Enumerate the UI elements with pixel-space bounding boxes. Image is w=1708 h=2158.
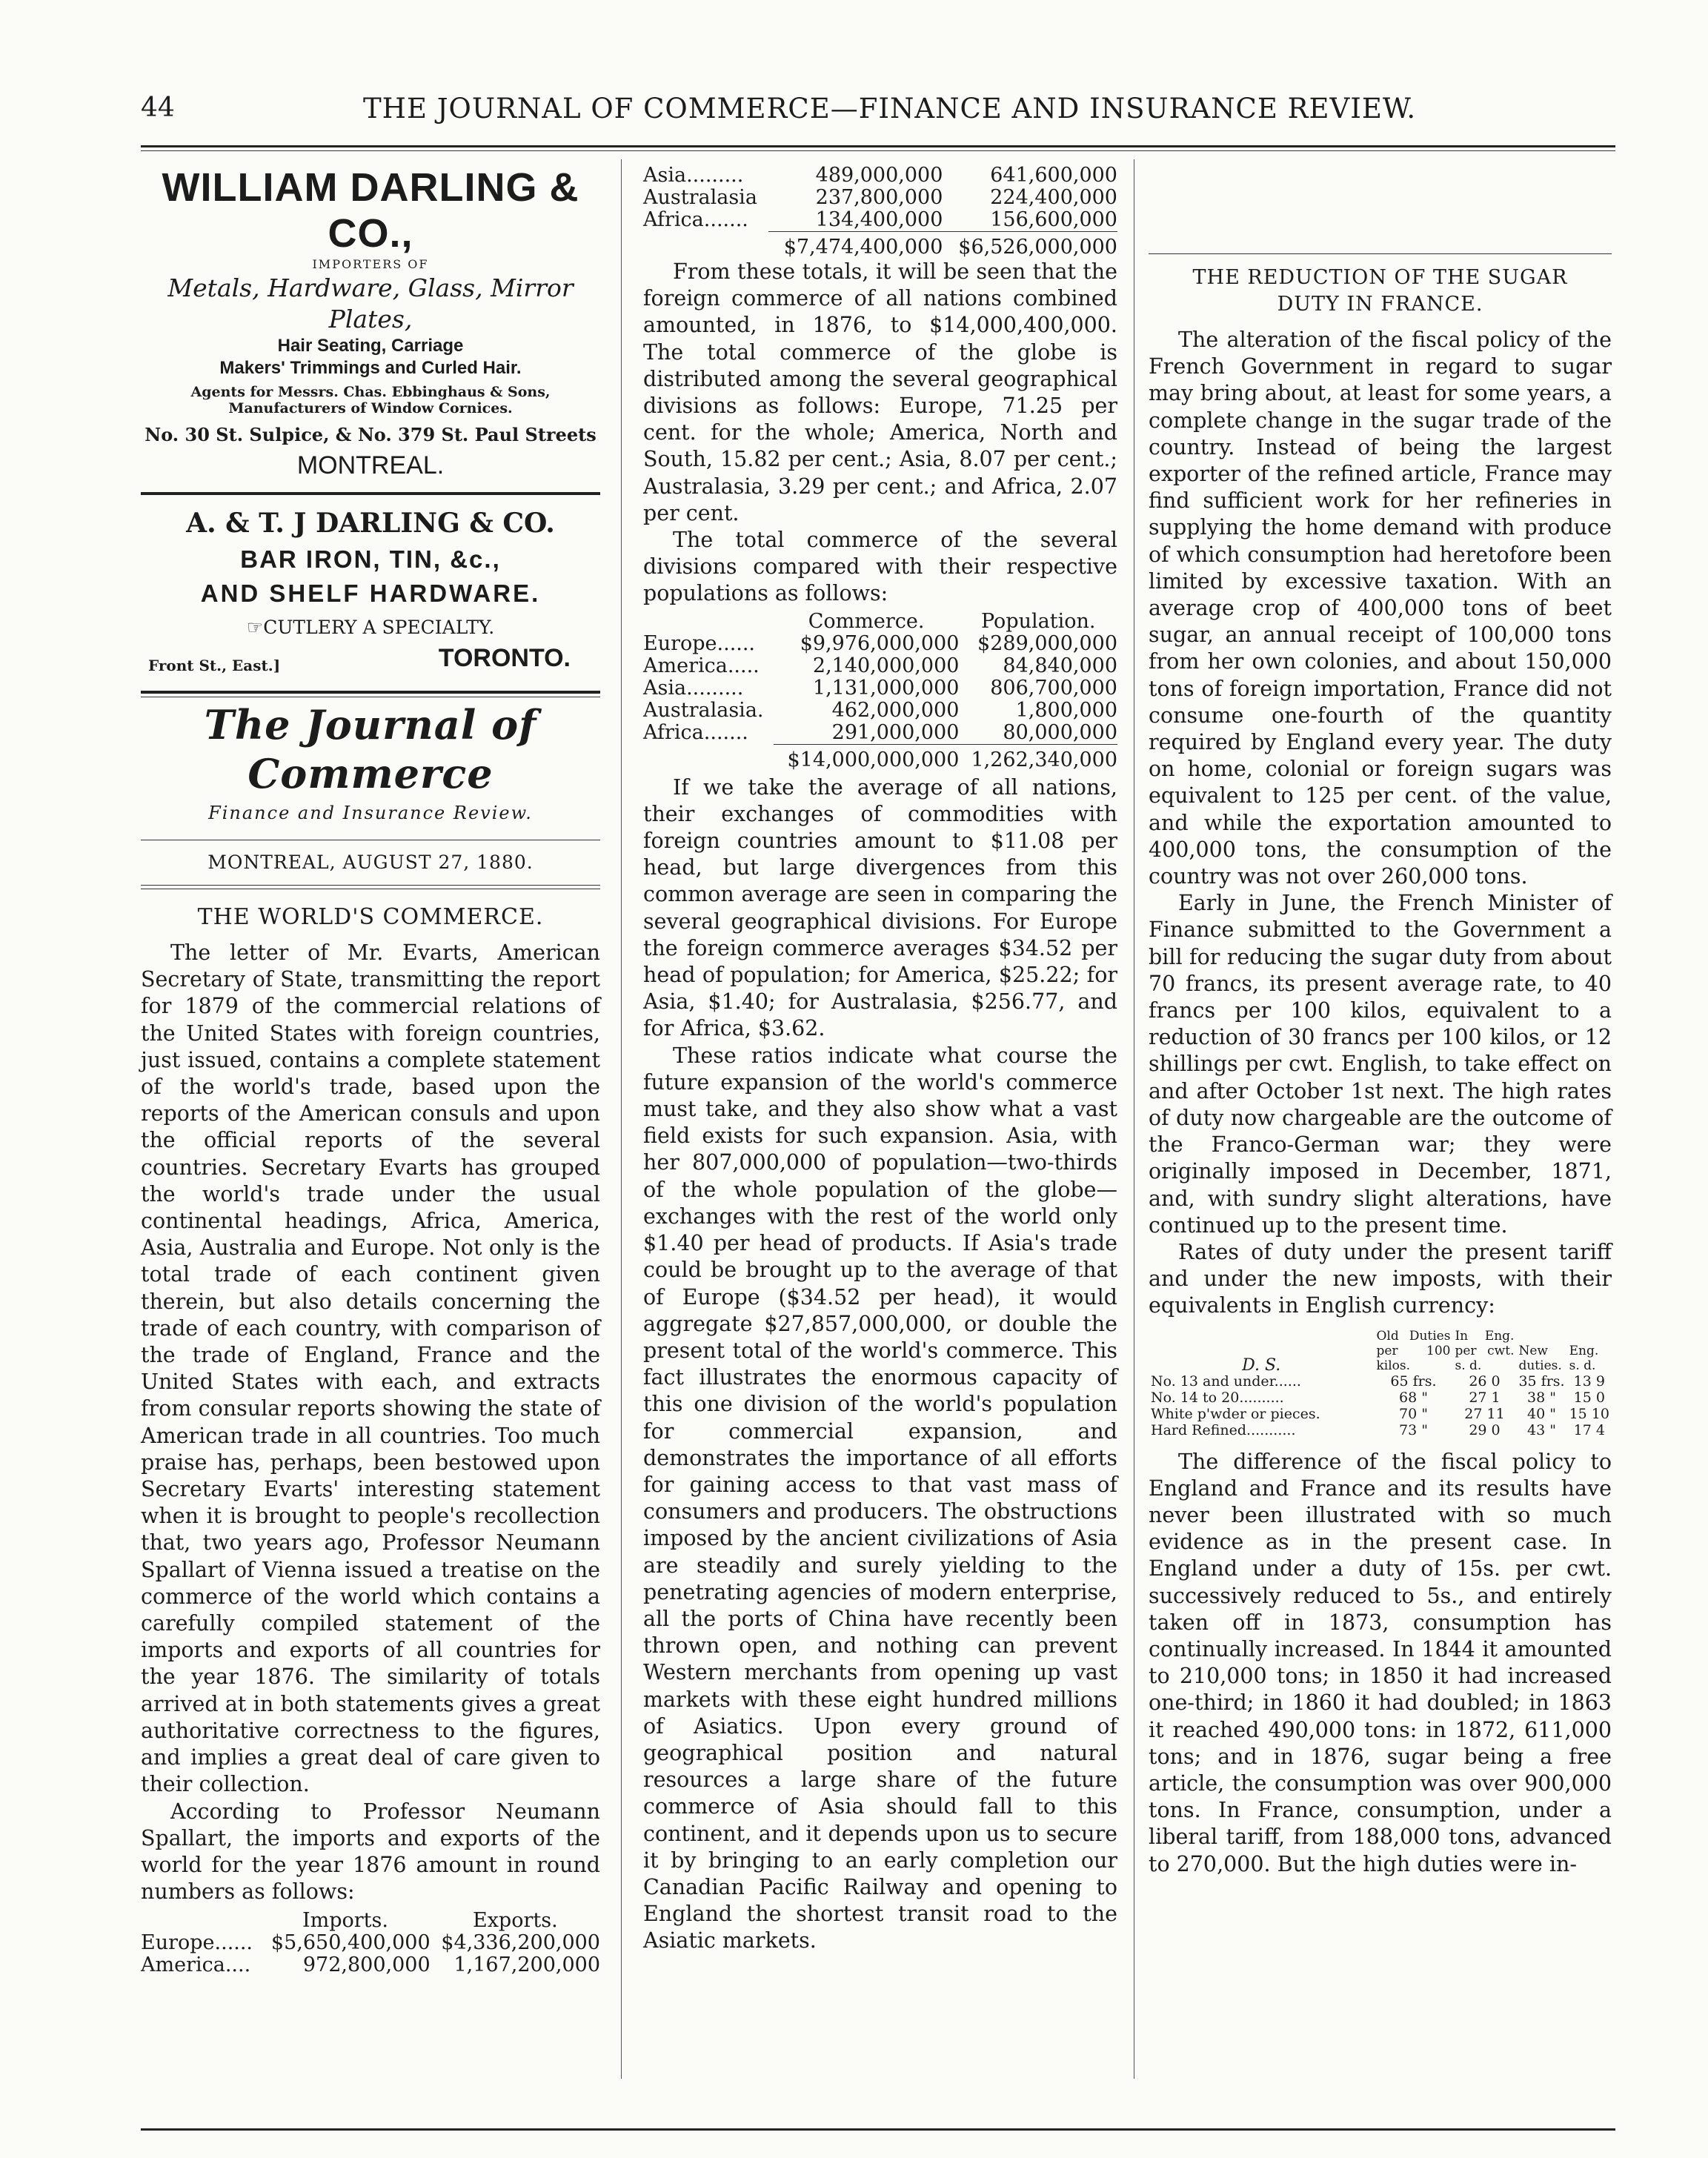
- ad-goods: Metals, Hardware, Glass, Mirror Plates,: [167, 273, 574, 333]
- table-cell: 26 0: [1469, 1372, 1501, 1390]
- running-title: THE JOURNAL OF COMMERCE—FINANCE AND INSURANCE REVIEW.: [363, 93, 1417, 124]
- table-header: In Eng. per cwt. s. d.: [1455, 1328, 1515, 1373]
- table-row: [1149, 1390, 1612, 1406]
- article-paragraph: Early in June, the French Minister of Finance submitted to the Government a bill for reducing the sugar duty from about 70 francs, its present average rate, to 40 francs per 100 kilos, equivalent to a reduction of 30 francs per 100 kilos, or 12 shillings per cwt. English, to take effect on and after October 1st next. The high rates of duty now chargeable are the outcome of the Franco-German war; they were originally imposed in December, 1871, and, with sundry slight alterations, have continued up to the present time.: [1149, 891, 1612, 1238]
- table-cell: Australasia.: [643, 698, 764, 722]
- ad-address: Front St., East.]: [148, 657, 281, 674]
- table-cell: 489,000,000: [815, 164, 943, 187]
- table-cell: Africa.......: [643, 208, 748, 232]
- column-1: [141, 165, 600, 1976]
- ad-line: AND SHELF HARDWARE.: [200, 580, 541, 607]
- table-cell: 65 frs.: [1390, 1372, 1437, 1390]
- table-cell: 156,600,000: [990, 208, 1117, 231]
- article-paragraph: The alteration of the fiscal policy of the French Government in regard to sugar may bring about, at least for some years, a complete change in the sugar trade of the country. Instead of being the largest exporter of the refined article, France may find sufficient work for her refineries in supplying the home demand with produce of which consumption had heretofore been limited by excessive taxation. With an average crop of 400,000 tons of beet sugar, an annual receipt of 100,000 tons from her own colonies, and about 150,000 tons of foreign importation, France did not consume one-fourth of the quantity required by England every year. The duty on home, colonial or foreign sugars was equivalent to 125 per cent. of the value, and while the exportation amounted to 400,000 tons, the consumption of the country was not over 260,000 tons.: [1149, 328, 1612, 889]
- page-header: [141, 93, 1615, 137]
- article-paragraph: The difference of the fiscal policy to England and France and its results have never been illustrated with so much evidence as in the present case. In England under a duty of 15s. per cwt. successively reduced to 5s., and entirely taken off in 1873, consumption has continually increased. In 1844 it amounted to 210,000 tons; in 1850 it had increased one-third; in 1860 it had doubled; in 1863 it reached 490,000 tons: in 1872, 611,000 tons; and in 1876, sugar being a free article, the consumption was over 900,000 tons. In France, consumption, under a liberal tariff, from 188,000 tons, advanced to 270,000. But the high duties were in-: [1149, 1449, 1612, 1876]
- ad-importers: IMPORTERS OF: [312, 257, 429, 271]
- table-cell: 38 ": [1527, 1389, 1557, 1406]
- ad-city: MONTREAL.: [296, 451, 445, 479]
- table-cell: 13 9: [1573, 1372, 1605, 1390]
- table-cell: White p'wder or pieces.: [1151, 1405, 1320, 1422]
- ad-company-name: A. & T. J DARLING & CO.: [186, 508, 555, 539]
- table-cell: America....: [141, 1953, 251, 1977]
- table-cell: 641,600,000: [990, 164, 1117, 187]
- ad-line: BAR IRON, TIN, &c.,: [240, 545, 501, 573]
- table-row: [141, 1954, 600, 1976]
- table-cell: $5,650,400,000: [270, 1931, 431, 1955]
- article-paragraph: According to Professor Neumann Spallart, the imports and exports of the world for the year 1876 amount in round numbers as follows:: [141, 1799, 600, 1905]
- table-cell: 134,400,000: [815, 208, 943, 231]
- footer-rule: [141, 2128, 1615, 2131]
- section-rule: [1149, 253, 1612, 254]
- table-cell: America.....: [643, 654, 760, 677]
- sugar-duty-table: [1149, 1329, 1612, 1438]
- page-number: 44: [141, 93, 175, 123]
- table-header: Population.: [980, 609, 1096, 633]
- table-cell: 1,167,200,000: [453, 1953, 600, 1977]
- column-3: [1149, 165, 1612, 1878]
- table-row: [643, 722, 1117, 745]
- table-cell: $9,976,000,000: [800, 631, 960, 655]
- ad-line: Makers' Trimmings and Curled Hair.: [219, 358, 522, 378]
- table-cell: Asia.........: [643, 676, 744, 700]
- table-header: D. S.: [1242, 1355, 1281, 1375]
- table-cell: 17 4: [1573, 1421, 1605, 1438]
- table-cell: 15 0: [1573, 1389, 1605, 1406]
- masthead-title: The Journal of Commerce: [204, 701, 537, 797]
- table-total: $7,474,400,000: [768, 232, 943, 259]
- ad-address-row: [141, 645, 600, 680]
- table-cell: 80,000,000: [1003, 720, 1117, 744]
- table-cell: $4,336,200,000: [441, 1931, 600, 1955]
- table-cell: 73 ": [1398, 1421, 1428, 1438]
- ad-city: TORONTO.: [438, 644, 571, 672]
- table-cell: 224,400,000: [990, 186, 1117, 209]
- ad-line: Hair Seating, Carriage: [277, 336, 464, 356]
- table-cell: 2,140,000,000: [812, 654, 960, 677]
- table-header-row: [141, 1910, 600, 1932]
- article-title: THE REDUCTION OF THE SUGAR DUTY IN FRANCE.: [1192, 266, 1568, 316]
- table-cell: 35 frs.: [1518, 1372, 1565, 1390]
- table-cell: Asia.........: [643, 164, 744, 187]
- article-paragraph: These ratios indicate what course the future expansion of the world's commerce must take, and they also show what a vast field exists for such expansion. Asia, with her 807,000,000 of population—two-thirds of the whole population of the globe—exchanges with the rest of the world only $1.40 per head of products. If Asia's trade could be brought up to the average of that of Europe ($34.52 per head), it would aggregate $27,857,000,000, or double the present total of the world's commerce. This fact illustrates the enormous capacity of this one division of the world's population for commercial expansion, and demonstrates the importance of all efforts for gaining access to that vast mass of consumers and producers. The obstructions imposed by the ancient civilizations of Asia are steadily and surely yielding to the penetrating agencies of modern enterprise, all the ports of China have recently been thrown open, and nothing can prevent Western merchants from opening up vast markets with these eight hundred millions of Asiatics. Upon every ground of geographical position and natural resources a large share of the future commerce of Asia should fall to this continent, and it depends upon us to secure it by bringing to an early completion our Canadian Pacific Railway and opening to England the shortest transit road to the Asiatic markets.: [643, 1043, 1117, 1953]
- table-header: Commerce.: [808, 609, 925, 633]
- article-paragraph: The letter of Mr. Evarts, American Secretary of State, transmitting the report for 1879 of the commercial relations of the United States with foreign countries, just issued, contains a complete statement of the world's trade, based upon the reports of the American consuls and upon the official reports of the several countries. Secretary Evarts has grouped the world's trade under the usual continental headings, Africa, America, Asia, Australia and Europe. Not only is the total trade of each continent given therein, but also details concerning the trade of each country, with comparison of the trade of England, France and the United States with each, and extracts from consular reports showing the state of American trade in all countries. Too much praise has, perhaps, been bestowed upon Secretary Evarts' interesting statement when it is brought to people's recollection that, two years ago, Professor Neumann Spallart of Vienna issued a treatise on the commerce of the world which contains a carefully compiled statement of the imports and exports of all countries for the year 1876. The similarity of totals arrived at in both statements gives a great authoritative correctness to the figures, and implies a great deal of care given to their collection.: [141, 940, 600, 1797]
- commerce-population-table: [643, 611, 1117, 771]
- ad-divider: [141, 492, 600, 495]
- table-header-row: [1149, 1329, 1612, 1373]
- table-row: [643, 633, 1117, 655]
- header-rule: [141, 145, 1615, 147]
- table-header: Old Duties per 100 kilos.: [1376, 1328, 1451, 1373]
- table-cell: 29 0: [1469, 1421, 1501, 1438]
- table-cell: 806,700,000: [990, 676, 1117, 700]
- table-cell: No. 14 to 20..........: [1151, 1389, 1284, 1406]
- masthead-rule: [141, 691, 600, 694]
- table-cell: 40 ": [1527, 1405, 1557, 1422]
- table-row: [643, 187, 1117, 209]
- table-header-row: [643, 611, 1117, 633]
- table-cell: $289,000,000: [977, 631, 1117, 655]
- table-header: Imports.: [302, 1909, 388, 1933]
- table-cell: Australasia: [643, 186, 757, 209]
- table-row: [643, 655, 1117, 677]
- table-row: [1149, 1406, 1612, 1422]
- table-cell: 462,000,000: [831, 698, 960, 722]
- table-total: $14,000,000,000: [774, 744, 960, 771]
- table-cell: 27 1: [1469, 1389, 1501, 1406]
- table-cell: 70 ": [1398, 1405, 1428, 1422]
- table-header: New duties.: [1518, 1343, 1562, 1373]
- column-divider: [621, 159, 622, 2079]
- table-cell: 972,800,000: [302, 1953, 431, 1977]
- table-cell: 68 ": [1398, 1389, 1428, 1406]
- table-cell: 15 10: [1569, 1405, 1609, 1422]
- table-row: [643, 165, 1117, 187]
- imports-exports-table-continued: [643, 165, 1117, 259]
- table-total: 1,262,340,000: [959, 744, 1117, 771]
- dateline-rule: [141, 885, 600, 886]
- table-total: $6,526,000,000: [943, 232, 1117, 259]
- table-row: [643, 209, 1117, 232]
- table-header: Exports.: [472, 1909, 558, 1933]
- table-cell: 291,000,000: [831, 720, 960, 744]
- table-cell: 27 11: [1464, 1405, 1505, 1422]
- table-total-row: [643, 232, 1117, 259]
- table-row: [643, 677, 1117, 700]
- article-paragraph: The total commerce of the several divisions compared with their respective populations as follows:: [643, 528, 1117, 606]
- table-cell: No. 13 and under......: [1151, 1372, 1301, 1390]
- table-row: [141, 1932, 600, 1954]
- table-cell: 1,800,000: [1015, 698, 1117, 722]
- table-total-row: [643, 744, 1117, 771]
- table-row: [643, 700, 1117, 722]
- ad-company-name: WILLIAM DARLING & CO.,: [162, 165, 579, 256]
- table-cell: Europe......: [141, 1931, 253, 1955]
- article-paragraph: Rates of duty under the present tariff and under the new imposts, with their equivalents in English currency:: [1149, 1239, 1612, 1318]
- header-rule-thin: [141, 150, 1615, 151]
- table-cell: 43 ": [1527, 1421, 1557, 1438]
- ad-agents: Agents for Messrs. Chas. Ebbinghaus & Sons, Manufacturers of Window Cornices.: [190, 384, 551, 416]
- table-cell: 237,800,000: [815, 186, 943, 209]
- table-cell: 1,131,000,000: [812, 676, 960, 700]
- advertisement-at-darling: [141, 504, 600, 680]
- table-cell: 84,840,000: [1003, 654, 1117, 677]
- dateline: MONTREAL, AUGUST 27, 1880.: [207, 851, 534, 873]
- article-paragraph: If we take the average of all nations, their exchanges of commodities with foreign countries amount to $11.08 per head, but large divergences from this common average are seen in comparing the several geographical divisions. For Europe the foreign commerce averages $34.52 per head of population; for America, $25.22; for Asia, $1.40; for Australasia, $256.77, and for Africa, $3.62.: [643, 774, 1117, 1041]
- table-row: [1149, 1373, 1612, 1390]
- article-paragraph: From these totals, it will be seen that the foreign commerce of all nations combined amounted, in 1876, to $14,000,400,000. The total commerce of the globe is distributed among the several geographical divisions as follows: Europe, 71.25 per cent. for the whole; America, North and South, 15.82 per cent.; Asia, 8.07 per cent.; Australasia, 3.29 per cent.; and Africa, 2.07 per cent.: [643, 259, 1117, 525]
- ad-address: No. 30 St. Sulpice, & No. 379 St. Paul Streets: [144, 424, 597, 445]
- table-cell: Hard Refined...........: [1151, 1421, 1296, 1438]
- advertisement-william-darling: [141, 165, 600, 483]
- masthead-subtitle: Finance and Insurance Review.: [208, 803, 533, 823]
- table-cell: Africa.......: [643, 720, 748, 744]
- column-2: [643, 165, 1117, 1955]
- ad-specialty: ☞CUTLERY A SPECIALTY.: [246, 617, 495, 638]
- table-header: Eng. s. d.: [1569, 1343, 1599, 1373]
- continued-text-spacer: [1149, 165, 1612, 246]
- imports-exports-table: [141, 1910, 600, 1976]
- table-cell: Europe......: [643, 631, 756, 655]
- article-title: THE WORLD'S COMMERCE.: [197, 904, 544, 930]
- table-row: [1149, 1422, 1612, 1438]
